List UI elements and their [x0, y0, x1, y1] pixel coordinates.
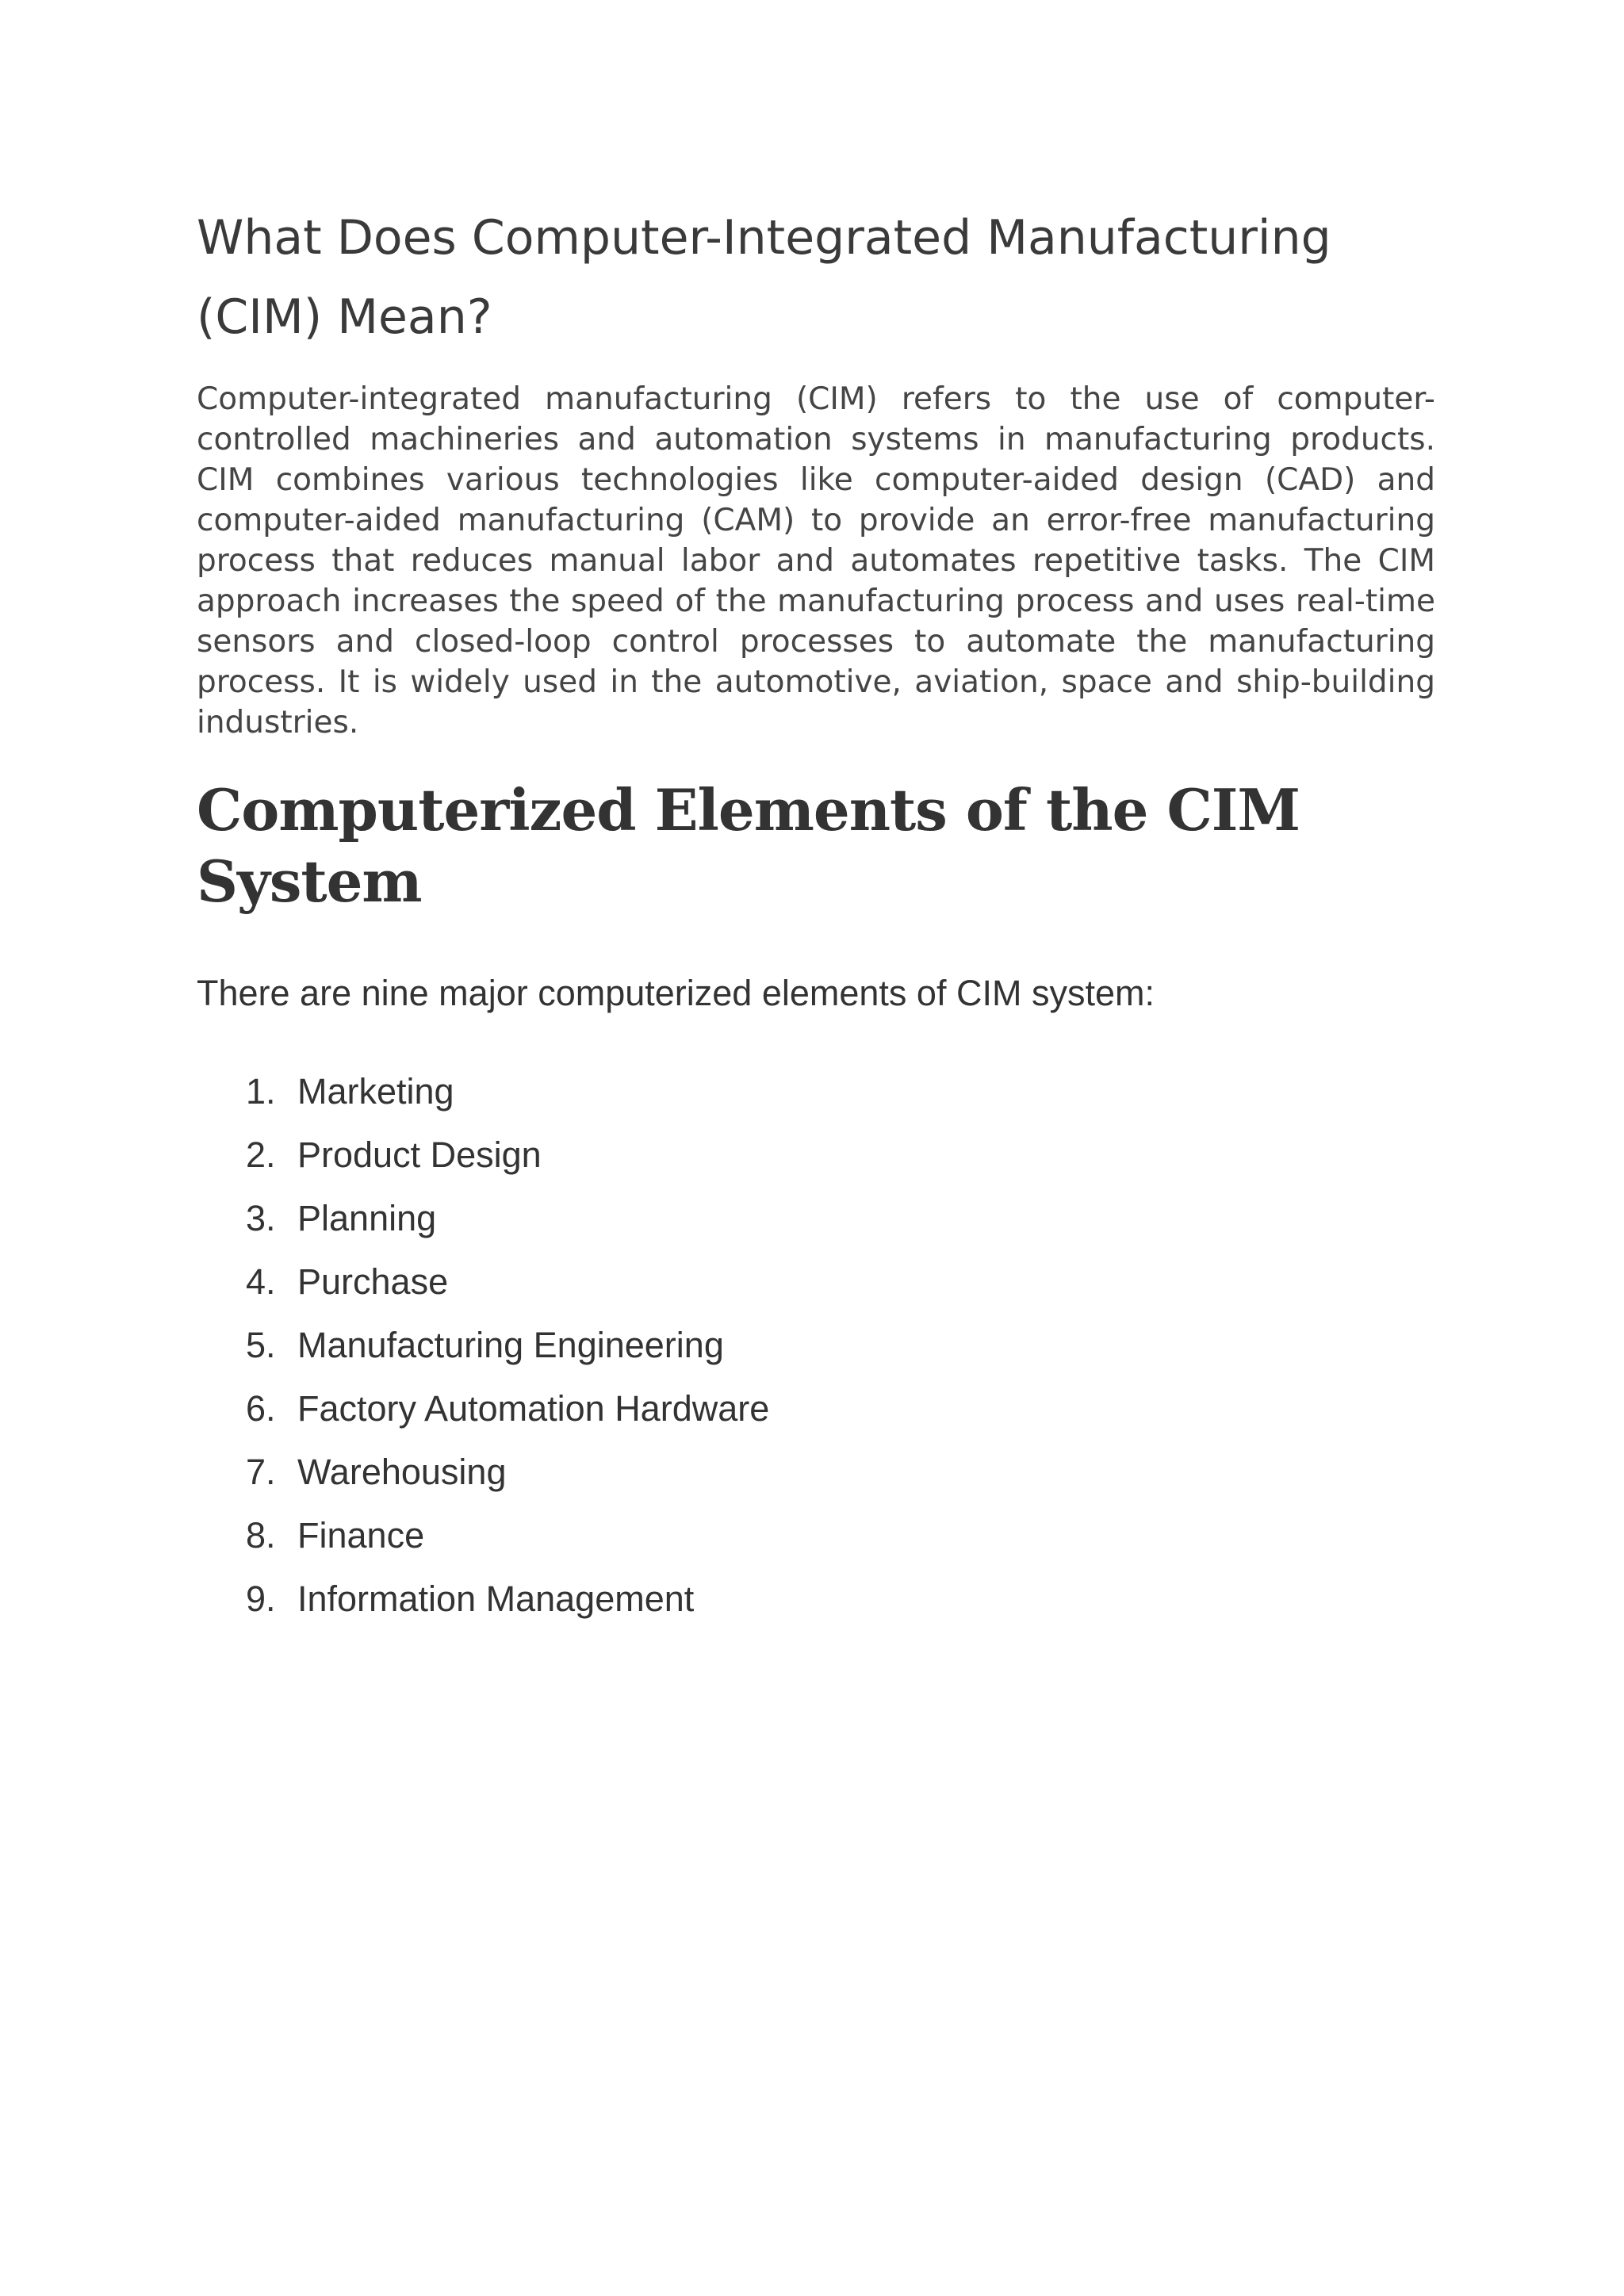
page-title: What Does Computer-Integrated Manufacturing (CIM) Mean? [197, 210, 1331, 345]
intro-paragraph: Computer-integrated manufacturing (CIM) refers to the use of computer-controlled machineries and automation systems in manufacturing products. CIM combines various technologies like computer-aided design (CAD) and computer-aided manufacturing (CAM) to provide an error-free manufacturing process that reduces manual labor and automates repetitive tasks. The CIM approach increases the speed of the manufacturing process and uses real-time sensors and closed-loop control processes to automate the manufacturing process. It is widely used in the automotive, aviation, space and ship-building industries. [197, 381, 1435, 740]
list-item-number: 1. [246, 1071, 276, 1112]
list-item [197, 1260, 1435, 1323]
list-item-number: 7. [246, 1452, 276, 1492]
section-heading: Computerized Elements of the CIM System [197, 776, 1300, 915]
list-item [197, 1070, 1435, 1133]
list-item [197, 1513, 1435, 1577]
list-item [197, 1577, 1435, 1640]
list-item-number: 8. [246, 1515, 276, 1556]
list-item-number: 4. [246, 1261, 276, 1302]
list-item [197, 1196, 1435, 1260]
list-item-label: Information Management [297, 1578, 695, 1619]
section-lead: There are nine major computerized elements of CIM system: [197, 973, 1155, 1013]
list-item [197, 1387, 1435, 1450]
list-item-label: Planning [297, 1198, 437, 1238]
document-page [197, 198, 1435, 1640]
list-item-label: Factory Automation Hardware [297, 1388, 770, 1429]
list-item [197, 1323, 1435, 1387]
list-item-number: 9. [246, 1578, 276, 1619]
list-item-label: Marketing [297, 1071, 454, 1112]
list-item [197, 1450, 1435, 1513]
list-item-number: 6. [246, 1388, 276, 1429]
list-item-label: Warehousing [297, 1452, 507, 1492]
list-item-number: 3. [246, 1198, 276, 1238]
elements-list [197, 1070, 1435, 1640]
list-item-number: 2. [246, 1135, 276, 1175]
list-item-label: Finance [297, 1515, 425, 1556]
list-item-label: Product Design [297, 1135, 542, 1175]
list-item [197, 1133, 1435, 1196]
list-item-label: Manufacturing Engineering [297, 1325, 724, 1365]
list-item-number: 5. [246, 1325, 276, 1365]
list-item-label: Purchase [297, 1261, 449, 1302]
